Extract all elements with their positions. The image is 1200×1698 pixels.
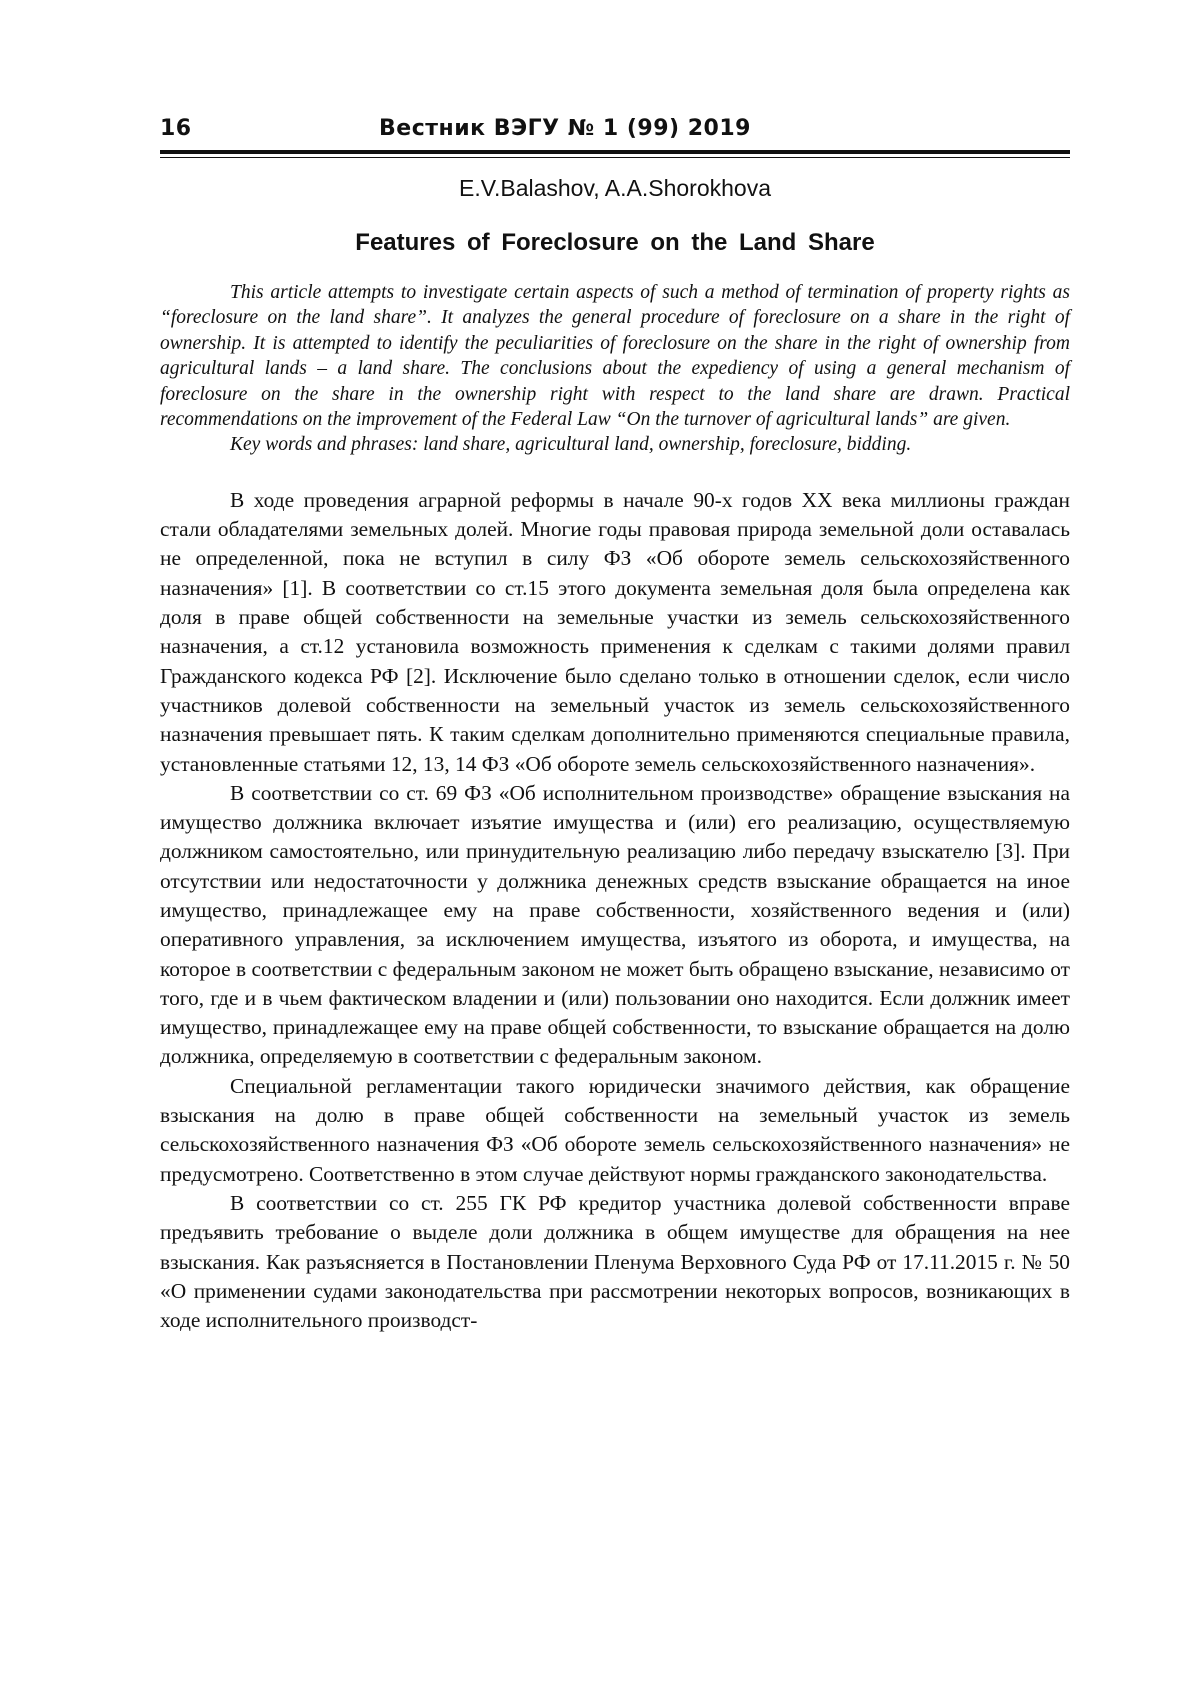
header-rule-thick bbox=[160, 150, 1070, 154]
abstract-text: This article attempts to investigate certain aspects of such a method of termination of property rights as “foreclosure on the land share”. It analyzes the general procedure of foreclosure on a share in the right of ownership. It is attempted to identify the peculiarities of foreclosure on the share in the right of ownership from agricultural lands – a land share. The conclusions about the expediency of using a general mechanism of foreclosure on the share in the ownership right with respect to the land share are drawn. Practical recommendations on the improvement of the Federal Law “On the turnover of agricultural lands” are given. bbox=[160, 282, 1070, 431]
article-body bbox=[160, 486, 1070, 1336]
journal-title: Вестник ВЭГУ № 1 (99) 2019 bbox=[379, 116, 751, 141]
page-number: 16 bbox=[160, 116, 192, 141]
keywords: Key words and phrases: land share, agricultural land, ownership, foreclosure, bidding. bbox=[230, 434, 912, 456]
article-title: Features of Foreclosure on the Land Share bbox=[355, 229, 875, 256]
running-header bbox=[160, 112, 1070, 142]
header-rule-thin bbox=[160, 157, 1070, 158]
body-paragraph: Специальной регламентации такого юридически значимого действия, как обращение взыскания на долю в праве общей собственности на земельный участок из земель сельскохозяйственного назначения ФЗ «Об обороте земель сельскохозяйственного назначения» не предусмотрено. Соответственно в этом случае действуют нормы гражданского законодательства. bbox=[160, 1073, 1070, 1186]
journal-page bbox=[160, 112, 1070, 1335]
abstract bbox=[160, 280, 1070, 458]
body-paragraph: В соответствии со ст. 69 ФЗ «Об исполнительном производстве» обращение взыскания на имущество должника включает изъятие имущества и (или) его реализацию, осуществляемую должником самостоятельно, или принудительную реализацию либо передачу взыскателю [3]. При отсутствии или недостаточности у должника денежных средств взыскание обращается на иное имущество, принадлежащее ему на праве собственности, хозяйственного ведения и (или) оперативного управления, за исключением имущества, изъятого из оборота, и имущества, на которое в соответствии с федеральным законом не может быть обращено взыскание, независимо от того, где и в чьем фактическом владении и (или) пользовании оно находится. Если должник имеет имущество, принадлежащее ему на праве общей собственности, то взыскание обращается на долю должника, определяемую в соответствии с федеральным законом. bbox=[160, 780, 1070, 1069]
body-paragraph: В соответствии со ст. 255 ГК РФ кредитор участника долевой собственности вправе предъявить требование о выделе доли должника в общем имуществе для обращения на нее взыскания. Как разъясняется в Постановлении Пленума Верховного Суда РФ от 17.11.2015 г. № 50 «О применении судами законодательства при рассмотрении некоторых вопросов, возникающих в ходе исполнительного производст- bbox=[160, 1190, 1070, 1333]
article-authors: E.V.Balashov, A.A.Shorokhova bbox=[459, 175, 771, 201]
body-paragraph: В ходе проведения аграрной реформы в начале 90-х годов XX века миллионы граждан стали обладателями земельных долей. Многие годы правовая природа земельной доли оставалась не определенной, пока не вступил в силу ФЗ «Об обороте земель сельскохозяйственного назначения» [1]. В соответствии со ст.15 этого документа земельная доля была определена как доля в праве общей собственности на земельные участки из земель сельскохозяйственного назначения, а ст.12 установила возможность применения к сделкам с такими долями правил Гражданского кодекса РФ [2]. Исключение было сделано только в отношении сделок, если число участников долевой собственности на земельный участок из земель сельскохозяйственного назначения превышает пять. К таким сделкам дополнительно применяются специальные правила, установленные статьями 12, 13, 14 ФЗ «Об обороте земель сельскохозяйственного назначения». bbox=[160, 487, 1070, 776]
